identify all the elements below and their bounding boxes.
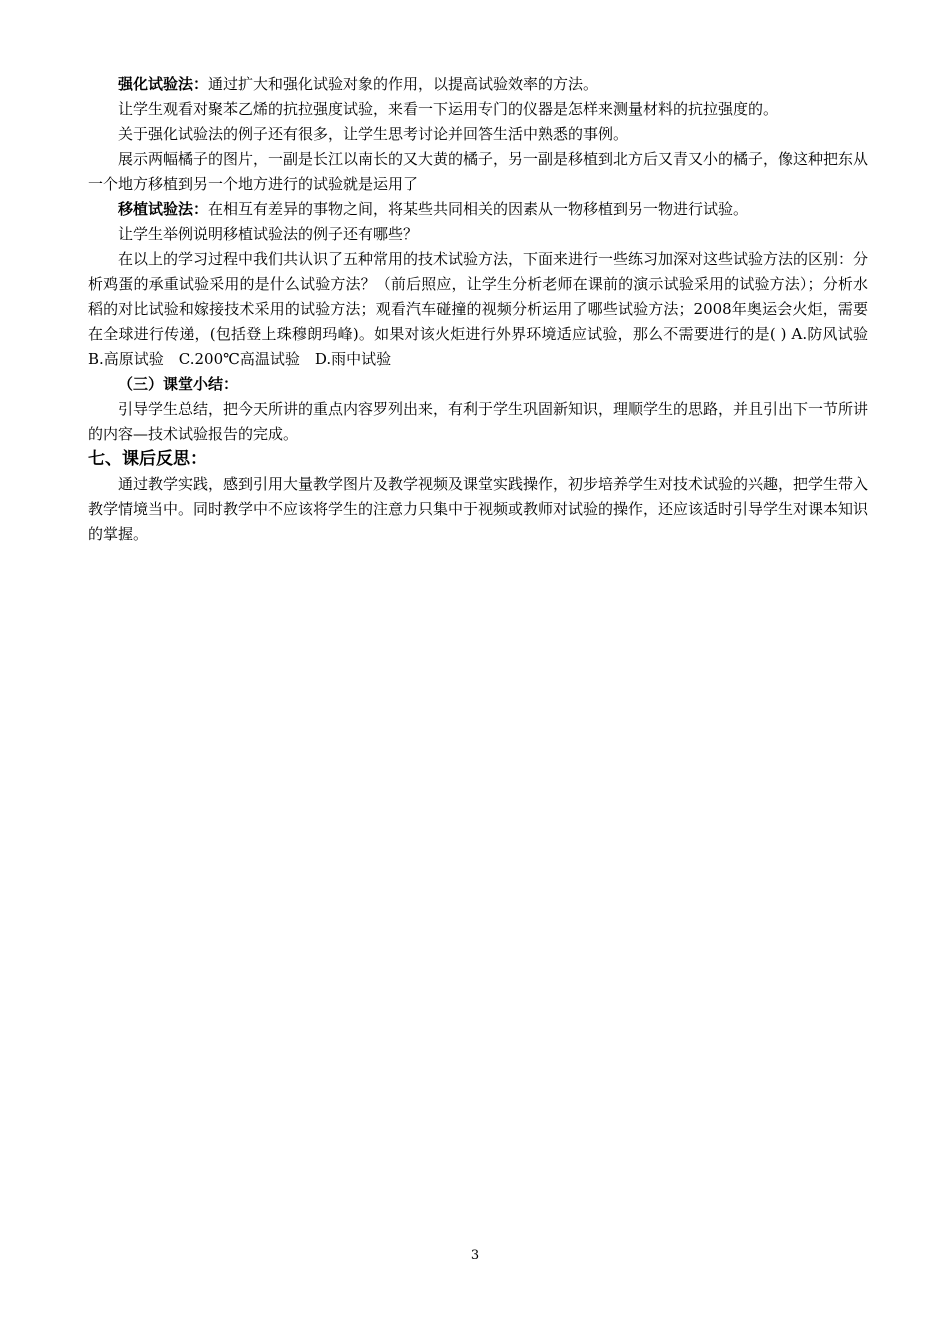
paragraph-orange-pictures: 展示两幅橘子的图片，一副是长江以南长的又大黄的橘子，另一副是移植到北方后又青又小的橘子，像这种把东从一个地方移植到另一个地方进行的试验就是运用了 (88, 150, 869, 193)
paragraph-tensile-test: 让学生观看对聚苯乙烯的抗拉强度试验，来看一下运用专门的仪器是怎样来测量材料的抗拉强度的。 (118, 100, 779, 118)
summary-heading: （三）课堂小结： (118, 375, 239, 393)
paragraph-transplant-test-method (88, 197, 868, 222)
definition-enhanced-test-method: 通过扩大和强化试验对象的作用，以提高试验效率的方法。 (208, 75, 599, 93)
term-enhanced-test-method: 强化试验法： (118, 75, 209, 93)
summary-text: 引导学生总结，把今天所讲的重点内容罗列出来，有利于学生巩固新知识，理顺学生的思路，并且引出下一节所讲的内容—技术试验报告的完成。 (88, 400, 869, 443)
term-transplant-test-method: 移植试验法： (118, 200, 209, 218)
paragraph-enhanced-test-method (88, 72, 868, 97)
definition-transplant-test-method: 在相互有差异的事物之间，将某些共同相关的因素从一物移植到另一物进行试验。 (208, 200, 749, 218)
reflection-text: 通过教学实践，感到引用大量教学图片及教学视频及课堂实践操作，初步培养学生对技术试验的兴趣，把学生带入教学情境当中。同时教学中不应该将学生的注意力只集中于视频或教师对试验的操作，还应该适时引导学生对课本知识的掌握。 (88, 475, 869, 543)
paragraph-practice-exercises: 在以上的学习过程中我们共认识了五种常用的技术试验方法，下面来进行一些练习加深对这些试验方法的区别：分析鸡蛋的承重试验采用的是什么试验方法？（前后照应，让学生分析老师在课前的演示试验采用的试验方法）；分析水稻的对比试验和嫁接技术采用的试验方法；观看汽车碰撞的视频分析运用了哪些试验方法；2008年奥运会火炬，需要在全球进行传递，(包括登上珠穆朗玛峰)。如果对该火炬进行外界环境适应试验，那么不需要进行的是( ) A.防风试验 B.高原试验 C.200℃高温试验 D.雨中试验 (88, 250, 884, 368)
paragraph-transplant-examples: 让学生举例说明移植试验法的例子还有哪些？ (118, 225, 419, 243)
paragraph-enhanced-examples: 关于强化试验法的例子还有很多，让学生思考讨论并回答生活中熟悉的事例。 (118, 125, 629, 143)
reflection-heading: 七、课后反思： (88, 449, 207, 469)
document-body (88, 72, 884, 547)
page-number: 3 (470, 1248, 480, 1263)
